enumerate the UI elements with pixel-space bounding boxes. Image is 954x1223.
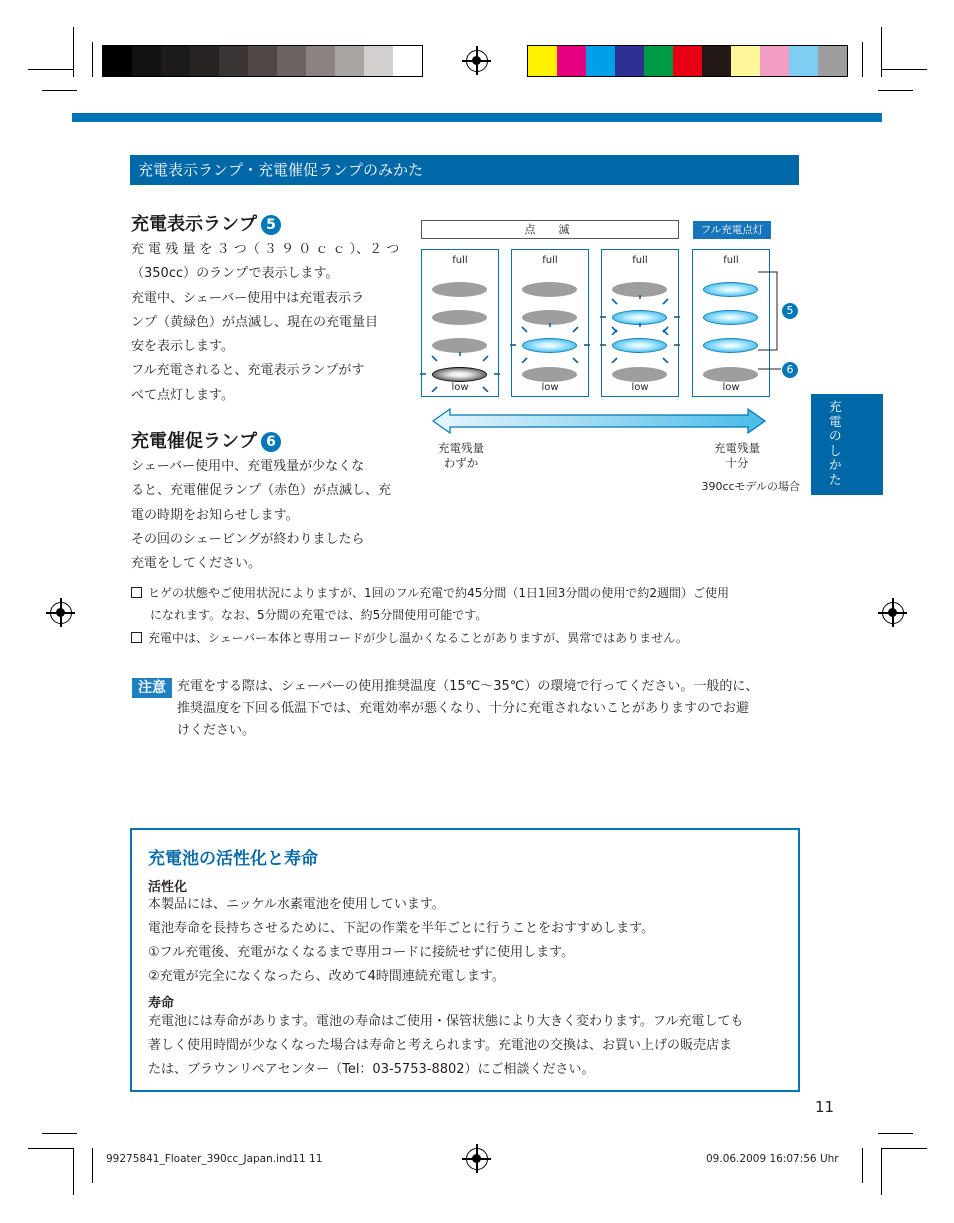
text-line: ①フル充電後、充電がなくなるまで専用コードに接続せずに使用します。 — [148, 945, 575, 960]
note-line — [131, 627, 811, 649]
color-swatch — [277, 46, 306, 76]
charge-lamp-lit — [703, 338, 758, 353]
color-swatch — [103, 46, 132, 76]
note-text: ヒゲの状態やご使用状況によりますが、1回のフル充電で約45分間（1日1回3分間の使用で約2週間）ご使用 — [148, 586, 729, 600]
low-label: low — [541, 382, 559, 393]
callout-6: 6 — [782, 359, 798, 378]
note-text: 充電中は、シェーバー本体と専用コードが少し温かくなることがありますが、異常ではありません。 — [148, 631, 688, 645]
caution-text — [177, 676, 807, 742]
callout-number: 5 — [261, 215, 281, 235]
life-heading: 寿命 — [148, 996, 175, 1011]
charge-lamp-off — [612, 367, 667, 382]
caption-line: 十分 — [725, 456, 749, 470]
checkbox-bullet-icon — [131, 587, 142, 598]
chapter-tab — [811, 394, 883, 495]
checkbox-bullet-icon — [131, 632, 142, 643]
full-charge-tag: フル充電点灯 — [693, 221, 771, 239]
text-line: ②充電が完全になくなったら、改めて4時間連続充電します。 — [148, 969, 505, 984]
blink-rays-icon — [600, 323, 680, 363]
section-heading: 充電表示ランプ・充電催促ランプのみかた — [130, 155, 799, 185]
text-line: べて点灯します。 — [131, 387, 234, 403]
text-line: シェーバー使用中、充電残量が少なくな — [131, 459, 365, 474]
color-swatch — [161, 46, 190, 76]
color-swatch — [190, 46, 219, 76]
lamp-column — [511, 249, 589, 397]
full-label: full — [542, 255, 558, 266]
charge-lamp-lit — [703, 282, 758, 297]
registration-mark-icon — [466, 1148, 488, 1170]
color-swatch — [760, 46, 789, 76]
color-swatch — [673, 46, 702, 76]
activation-text — [148, 893, 788, 989]
text-line: その回のシェービングが終わりましたら — [131, 531, 365, 547]
note-line — [131, 582, 811, 604]
text-line: 充電をする際は、シェーバーの使用推奨温度（15℃〜35℃）の環境で行ってください。一般的に、 — [177, 679, 759, 694]
process-color-bar — [527, 45, 848, 77]
charge-lamp-off — [432, 310, 487, 325]
color-swatch — [702, 46, 731, 76]
level-arrow — [432, 407, 766, 437]
color-swatch — [557, 46, 586, 76]
prompt-lamp-title — [131, 427, 281, 453]
lamp-column — [601, 249, 679, 397]
caption-line: わずか — [443, 456, 479, 470]
text-line: けください。 — [177, 723, 256, 738]
prompt-lamp-title-text: 充電催促ランプ — [131, 431, 257, 452]
text-line: ンプ（黄緑色）が点滅し、現在の充電量目 — [131, 314, 379, 330]
charge-lamp-lit — [703, 310, 758, 325]
color-swatch — [335, 46, 364, 76]
color-swatch — [731, 46, 760, 76]
caution-tag: 注意 — [132, 678, 172, 698]
color-swatch — [586, 46, 615, 76]
charge-lamp-description — [131, 238, 400, 408]
caption-line: 充電残量 — [714, 441, 760, 455]
chapter-tab-label: 充電のしかた — [829, 399, 842, 487]
text-line: 本製品には、ニッケル水素電池を使用しています。 — [148, 897, 445, 912]
callout-5: 5 — [782, 300, 798, 319]
color-swatch — [789, 46, 818, 76]
battery-title: 充電池の活性化と寿命 — [148, 849, 318, 869]
text-line: 電の時期をお知らせします。 — [131, 507, 299, 523]
text-line: 充電をしてください。 — [131, 556, 262, 572]
color-swatch — [248, 46, 277, 76]
low-label: low — [631, 382, 649, 393]
charge-lamp-title — [131, 210, 281, 236]
lamp-column — [421, 249, 499, 397]
full-label: full — [723, 255, 739, 266]
text-line: 著しく使用時間が少なくなった場合は寿命と考えられます。充電池の交換は、お買い上げの販売店ま — [148, 1038, 732, 1053]
text-line: 推奨温度を下回る低温下では、充電効率が悪くなり、十分に充電されないことがありますのでお避 — [177, 701, 750, 716]
blink-label: 点 滅 — [421, 220, 679, 239]
note-text: になれます。なお、5分間の充電では、約5分間使用可能です。 — [150, 608, 488, 622]
color-swatch — [393, 46, 422, 76]
gray-color-bar — [102, 45, 423, 77]
charge-lamp-off — [522, 367, 577, 382]
blink-rays-icon — [510, 323, 590, 363]
note-line — [131, 604, 811, 626]
footer-file: 99275841_Floater_390cc_Japan.ind11 11 — [106, 1153, 323, 1165]
color-swatch — [132, 46, 161, 76]
full-label: full — [452, 255, 468, 266]
text-line: たは、ブラウンリペアセンター（Tel：03-5753-8802）にご相談ください。 — [148, 1062, 595, 1077]
color-swatch — [528, 46, 557, 76]
battery-info-box — [130, 828, 800, 1092]
life-text — [148, 1010, 788, 1082]
registration-mark-icon — [50, 602, 72, 624]
charge-lamp-title-text: 充電表示ランプ — [131, 214, 257, 235]
registration-mark-icon — [466, 50, 488, 72]
text-line: 電池寿命を長持ちさせるために、下記の作業を半年ごとに行うことをおすすめします。 — [148, 921, 655, 936]
note-usage-time — [131, 582, 811, 626]
text-line: （350cc）のランプで表示します。 — [131, 266, 339, 282]
low-label: low — [722, 382, 740, 393]
text-line: 充電池には寿命があります。電池の寿命はご使用・保管状態により大きく変わります。フル充電しても — [148, 1014, 744, 1029]
footer-timestamp: 09.06.2009 16:07:56 Uhr — [706, 1153, 839, 1165]
color-swatch — [615, 46, 644, 76]
charge-lamp-off — [522, 282, 577, 297]
callout-number: 6 — [261, 432, 281, 452]
color-swatch — [219, 46, 248, 76]
color-swatch — [364, 46, 393, 76]
text-line: ると、充電催促ランプ（赤色）が点滅し、充 — [131, 483, 392, 499]
registration-mark-icon — [882, 602, 904, 624]
prompt-lamp-description — [131, 455, 396, 576]
text-line: フル充電されると、充電表示ランプがす — [131, 363, 365, 379]
caption-line: 充電残量 — [438, 441, 484, 455]
model-note: 390ccモデルの場合 — [701, 480, 800, 493]
full-label: full — [632, 255, 648, 266]
high-level-caption — [702, 441, 772, 471]
low-label: low — [451, 382, 469, 393]
top-rule — [72, 113, 882, 122]
activation-heading: 活性化 — [148, 880, 188, 895]
low-level-caption — [426, 441, 496, 471]
text-line: 充電中、シェーバー使用中は充電表示ラ — [131, 290, 365, 306]
color-swatch — [644, 46, 673, 76]
color-swatch — [306, 46, 335, 76]
text-line: 安を表示します。 — [131, 339, 234, 355]
color-swatch — [818, 46, 847, 76]
note-warmth — [131, 627, 811, 649]
charge-lamp-off — [703, 367, 758, 382]
text-line: 充 電 残 量 を ３ つ（ ３ ９ ０ ｃ ｃ ）、２ つ — [131, 242, 400, 257]
charge-lamp-off — [432, 282, 487, 297]
charge-lamp-off — [432, 338, 487, 353]
page-number: 11 — [815, 1098, 835, 1116]
